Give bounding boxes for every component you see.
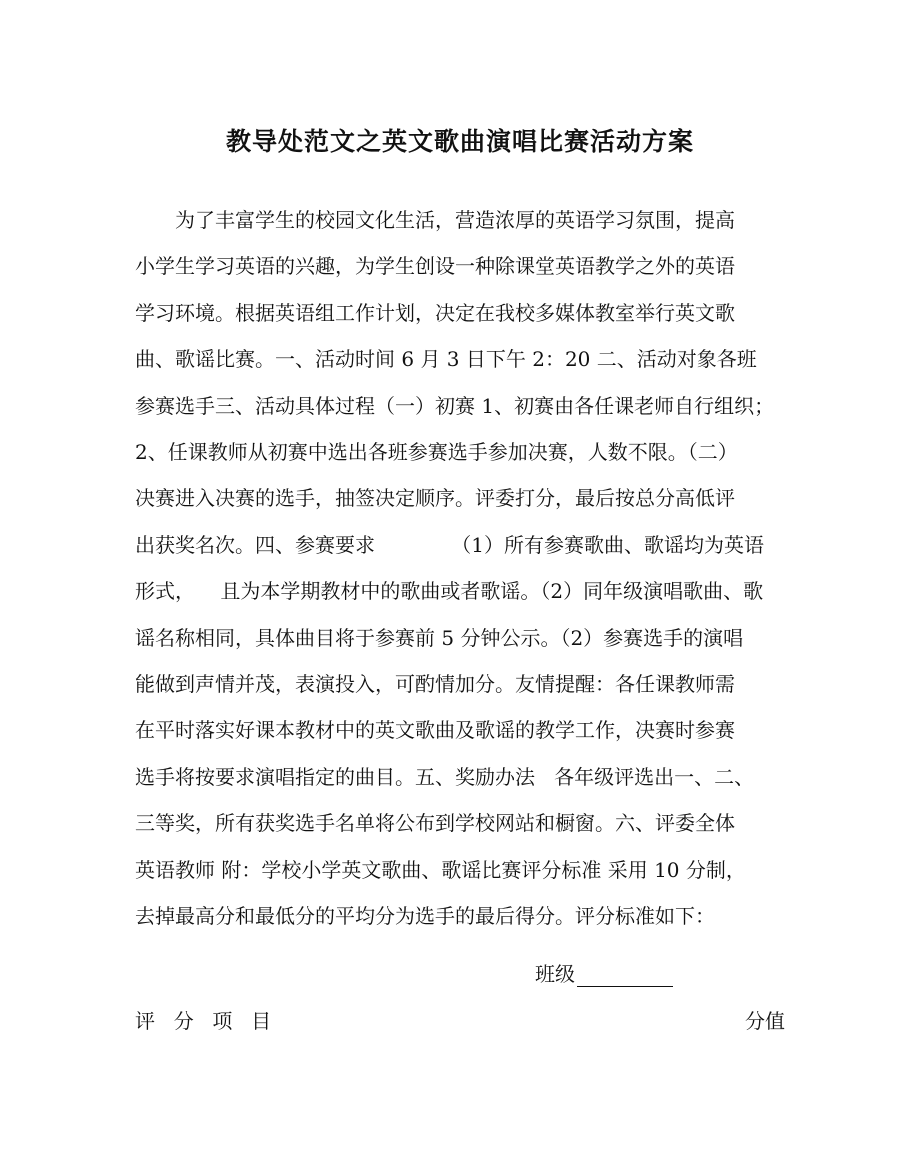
paragraph-line: 谣名称相同，具体曲目将于参赛前 5 分钟公示。（2）参赛选手的演唱 [135, 625, 744, 650]
paragraph-line: 曲、歌谣比赛。一、活动时间 6 月 3 日下午 2：20 二、活动对象各班 [135, 347, 757, 372]
document-title: 教导处范文之英文歌曲演唱比赛活动方案 [225, 127, 694, 156]
paragraph-line: 选手将按要求演唱指定的曲目。五、奖励办法 各年级评选出一、二、 [135, 764, 755, 789]
paragraph-line: 去掉最高分和最低分的平均分为选手的最后得分。评分标准如下： [135, 904, 715, 928]
table-header-item: 评 分 项 目 [135, 1009, 274, 1033]
class-label: 班级 [535, 962, 575, 986]
class-blank-line [577, 966, 673, 987]
paragraph-line: 2、任课教师从初赛中选出各班参赛选手参加决赛，人数不限。（二） [135, 440, 738, 464]
paragraph-line: 决赛进入决赛的选手，抽签决定顺序。评委打分，最后按总分高低评 [135, 486, 735, 511]
table-header-score: 分值 [745, 1009, 785, 1033]
paragraph-line: 小学生学习英语的兴趣，为学生创设一种除课堂英语教学之外的英语 [135, 254, 735, 279]
paragraph-line: 英语教师 附：学校小学英文歌曲、歌谣比赛评分标准 采用 10 分制， [135, 857, 746, 882]
paragraph-line: 形式， 且为本学期教材中的歌曲或者歌谣。（2）同年级演唱歌曲、歌 [135, 579, 764, 604]
paragraph-line: 三等奖，所有获奖选手名单将公布到学校网站和橱窗。六、评委全体 [135, 811, 735, 836]
paragraph-line: 为了丰富学生的校园文化生活，营造浓厚的英语学习氛围，提高 [175, 208, 735, 232]
paragraph-line: 参赛选手三、活动具体过程（一）初赛 1、初赛由各任课老师自行组织； [135, 393, 775, 418]
class-field [535, 958, 673, 987]
paragraph-line: 能做到声情并茂，表演投入，可酌情加分。友情提醒：各任课教师需 [135, 672, 735, 696]
paragraph-line: 出获奖名次。四、参赛要求 （1）所有参赛歌曲、歌谣均为英语 [135, 532, 765, 557]
paragraph-line: 学习环境。根据英语组工作计划，决定在我校多媒体教室举行英文歌 [135, 300, 735, 325]
paragraph-line: 在平时落实好课本教材中的英文歌曲及歌谣的教学工作，决赛时参赛 [135, 718, 735, 743]
